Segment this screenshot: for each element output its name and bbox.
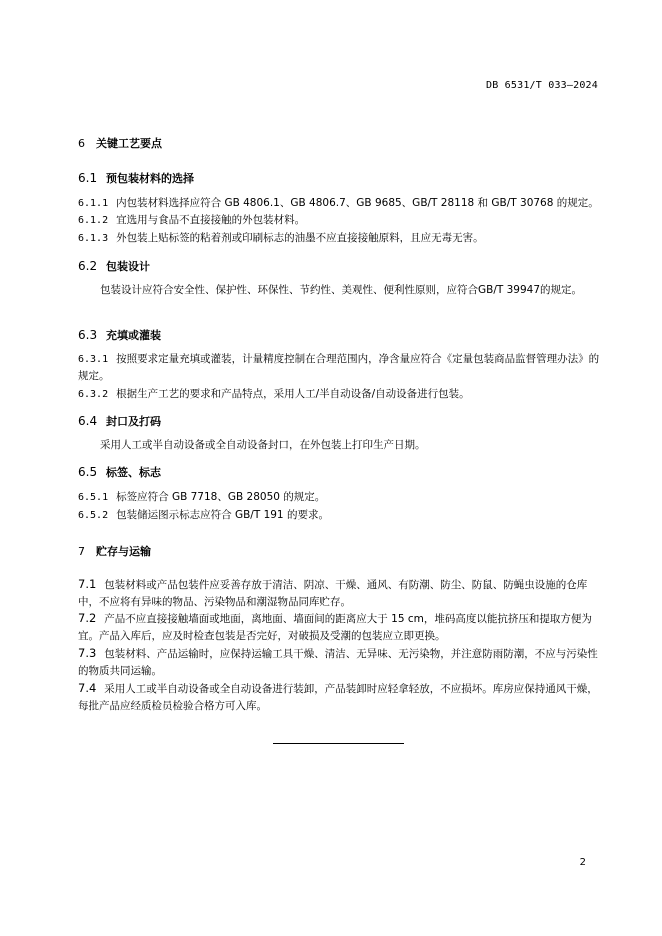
subsection-title: 包装设计 [106, 260, 150, 273]
clause [78, 680, 606, 715]
section-number: 6 [78, 137, 85, 150]
clause [78, 212, 606, 229]
section-title: 贮存与运输 [96, 545, 151, 558]
subsection-heading [78, 327, 161, 343]
clause [78, 230, 606, 247]
page-number: 2 [579, 857, 586, 868]
clause-number: 6.5.1 [78, 492, 109, 503]
clause [78, 507, 606, 524]
clause-text: 包装材料或产品包装件应妥善存放于清洁、阴凉、干燥、通风、有防潮、防尘、防鼠、防蝇虫设施的仓库中，不应将有异味的物品、污染物品和潮湿物品同库贮存。 [78, 579, 588, 608]
subsection-title: 封口及打码 [106, 415, 161, 428]
subsection-title: 预包装材料的选择 [106, 172, 194, 185]
subsection-heading [78, 464, 161, 480]
subsection-title: 充填或灌装 [106, 329, 161, 342]
clause-number: 6.3.1 [78, 354, 109, 365]
clause [78, 437, 606, 454]
clause-text: 按照要求定量充填或灌装，计量精度控制在合理范围内，净含量应符合《定量包装商品监督管理办法》的规定。 [78, 353, 600, 382]
clause-number: 7.1 [78, 577, 97, 591]
clause-number: 6.1.2 [78, 215, 109, 226]
subsection-number: 6.3 [78, 328, 98, 342]
clause [78, 386, 606, 403]
clause-text: 标签应符合 GB 7718、GB 28050 的规定。 [116, 491, 326, 503]
section-heading [78, 543, 151, 559]
clause-text: 采用人工或半自动设备或全自动设备封口，在外包装上打印生产日期。 [100, 439, 426, 451]
clause-text: 包装材料、产品运输时，应保持运输工具干燥、清洁、无异味、无污染物，并注意防雨防潮，不应与污染性的物质共同运输。 [78, 648, 598, 677]
clause [78, 195, 606, 212]
subsection-title: 标签、标志 [106, 466, 161, 479]
clause-text: 采用人工或半自动设备或全自动设备进行装卸，产品装卸时应轻拿轻放，不应损坏。库房应保持通风干燥，每批产品应经质检员检验合格方可入库。 [78, 683, 598, 712]
clause-text: 内包装材料选择应符合 GB 4806.1、GB 4806.7、GB 9685、GB/T 28118 和 GB/T 30768 的规定。 [116, 197, 599, 209]
clause-text: 宜选用与食品不直接接触的外包装材料。 [116, 214, 306, 226]
subsection-number: 6.4 [78, 414, 98, 428]
subsection-heading [78, 258, 150, 274]
clause-text: 产品不应直接接触墙面或地面，离地面、墙面间的距离应大于 15 cm，堆码高度以能抗挤压和提取方便为宜。产品入库后，应及时检查包装是否完好，对破损及受潮的包装应立即更换。 [78, 613, 592, 642]
end-rule [273, 743, 404, 744]
clause-number: 6.3.2 [78, 389, 109, 400]
clause [78, 610, 606, 645]
clause-number: 6.1.1 [78, 198, 109, 209]
clause-number: 6.5.2 [78, 510, 109, 521]
subsection-number: 6.2 [78, 259, 98, 273]
clause [78, 489, 606, 506]
subsection-heading [78, 170, 194, 186]
clause-text: 包装设计应符合安全性、保护性、环保性、节约性、美观性、便利性原则，应符合GB/T 39947的规定。 [100, 284, 583, 296]
subsection-heading [78, 413, 161, 429]
clause-text: 外包装上贴标签的粘着剂或印刷标志的油墨不应直接接触原料，且应无毒无害。 [116, 232, 484, 244]
subsection-number: 6.1 [78, 171, 98, 185]
clause [78, 351, 606, 385]
section-number: 7 [78, 545, 85, 558]
section-heading [78, 135, 162, 151]
clause-number: 6.1.3 [78, 233, 109, 244]
clause-number: 7.2 [78, 611, 97, 625]
clause [78, 282, 606, 299]
clause-number: 7.4 [78, 681, 97, 695]
clause [78, 645, 606, 680]
document-code: DB 6531/T 033—2024 [486, 80, 598, 91]
subsection-number: 6.5 [78, 465, 98, 479]
clause-text: 根据生产工艺的要求和产品特点，采用人工/半自动设备/自动设备进行包装。 [116, 388, 470, 400]
section-title: 关键工艺要点 [96, 137, 162, 150]
clause [78, 576, 606, 611]
clause-text: 包装储运图示标志应符合 GB/T 191 的要求。 [116, 509, 329, 521]
clause-number: 7.3 [78, 646, 97, 660]
